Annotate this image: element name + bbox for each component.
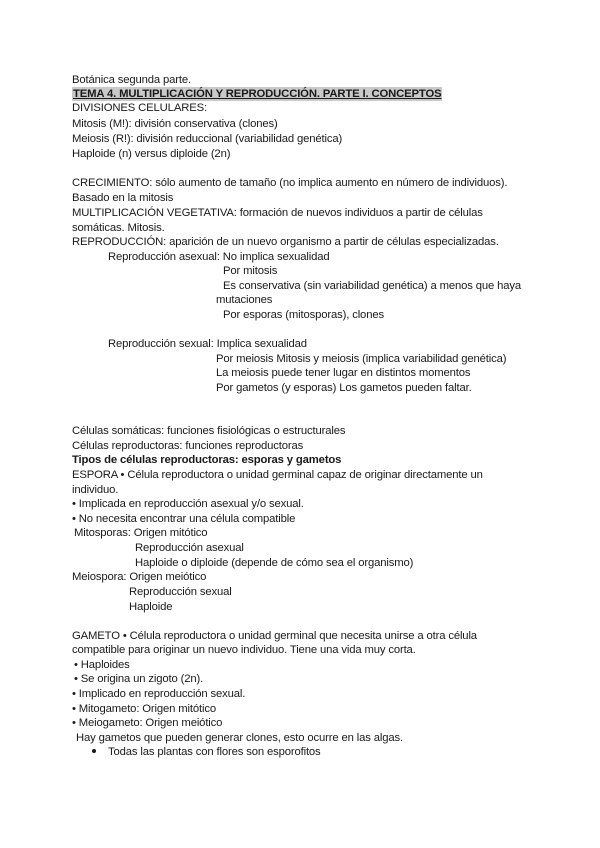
gameto-bullet: • Se origina un zigoto (2n). [74,673,204,685]
gameto-bullet: • Implicado en reproducción sexual. [72,688,246,700]
list-item-text: Todas las plantas con flores son esporofitos [108,746,321,758]
gameto-bullet: • Mitogameto: Origen mitótico [72,703,217,715]
celulas-reproductoras-line: Células reproductoras: funciones reproductoras [72,440,304,452]
reproduccion-sexual-label: Reproducción sexual: Implica sexualidad [108,338,307,350]
espora-definition-2: individuo. [72,484,119,496]
bullet-icon [92,749,96,753]
asexual-detail: Por mitosis [223,265,278,277]
asexual-detail: Es conservativa (sin variabilidad genética) a menos que haya [223,280,522,292]
haploide-line: Haploide (n) versus diploide (2n) [72,148,231,160]
mitosporas-detail: Haploide o diploide (depende de cómo sea el organismo) [135,557,414,569]
espora-bullet: • Implicada en reproducción asexual y/o sexual. [72,498,304,510]
mitosporas-label: Mitosporas: Origen mitótico [74,527,208,539]
meiospora-detail: Reproducción sexual [129,586,232,598]
asexual-detail: mutaciones [216,294,273,306]
meiosis-line: Meiosis (R!): división reduccional (variabilidad genética) [72,133,343,145]
gameto-note: Hay gametos que pueden generar clones, esto ocurre en las algas. [76,732,404,744]
celulas-somaticas-line: Células somáticas: funciones fisiológicas o estructurales [72,425,346,437]
sexual-detail: La meiosis puede tener lugar en distintos momentos [216,367,471,379]
list-item [92,745,321,759]
meiospora-label: Meiospora: Origen meiótico [72,571,207,583]
asexual-detail: Por esporas (mitosporas), clones [223,309,384,321]
crecimiento-line-2: Basado en la mitosis [72,192,174,204]
meiospora-detail: Haploide [129,601,173,613]
mitosis-line: Mitosis (M!): división conservativa (clones) [72,118,278,130]
multiplicacion-line: MULTIPLICACIÓN VEGETATIVA: formación de nuevos individuos a partir de células [72,207,483,219]
gameto-definition-2: compatible para originar un nuevo individuo. Tiene una vida muy corta. [72,644,416,656]
sexual-detail: Por meiosis Mitosis y meiosis (implica variabilidad genética) [216,353,507,365]
crecimiento-line: CRECIMIENTO: sólo aumento de tamaño (no implica aumento en número de individuos). [72,177,508,189]
gameto-bullet: • Meiogameto: Origen meiótico [72,717,223,729]
sexual-detail: Por gametos (y esporas) Los gametos pueden faltar. [216,382,472,394]
reproduccion-asexual-label: Reproducción asexual: No implica sexualidad [108,251,330,263]
tipos-heading: Tipos de células reproductoras: esporas y gametos [72,454,342,466]
espora-bullet: • No necesita encontrar una célula compatible [72,513,296,525]
reproduccion-line: REPRODUCCIÓN: aparición de un nuevo organismo a partir de células especializadas. [72,236,499,248]
gameto-definition: GAMETO • Célula reproductora o unidad germinal que necesita unirse a otra célula [72,630,477,642]
document-subtitle: Botánica segunda parte. [72,74,192,86]
multiplicacion-line-2: somáticas. Mitosis. [72,222,165,234]
mitosporas-detail: Reproducción asexual [135,542,244,554]
espora-definition: ESPORA • Célula reproductora o unidad germinal capaz de originar directamente un [72,469,483,481]
divisiones-title: DIVISIONES CELULARES: [72,102,207,114]
section-heading: TEMA 4. MULTIPLICACIÓN Y REPRODUCCIÓN. PARTE I. CONCEPTOS [73,88,442,100]
gameto-bullet: • Haploides [74,659,130,671]
